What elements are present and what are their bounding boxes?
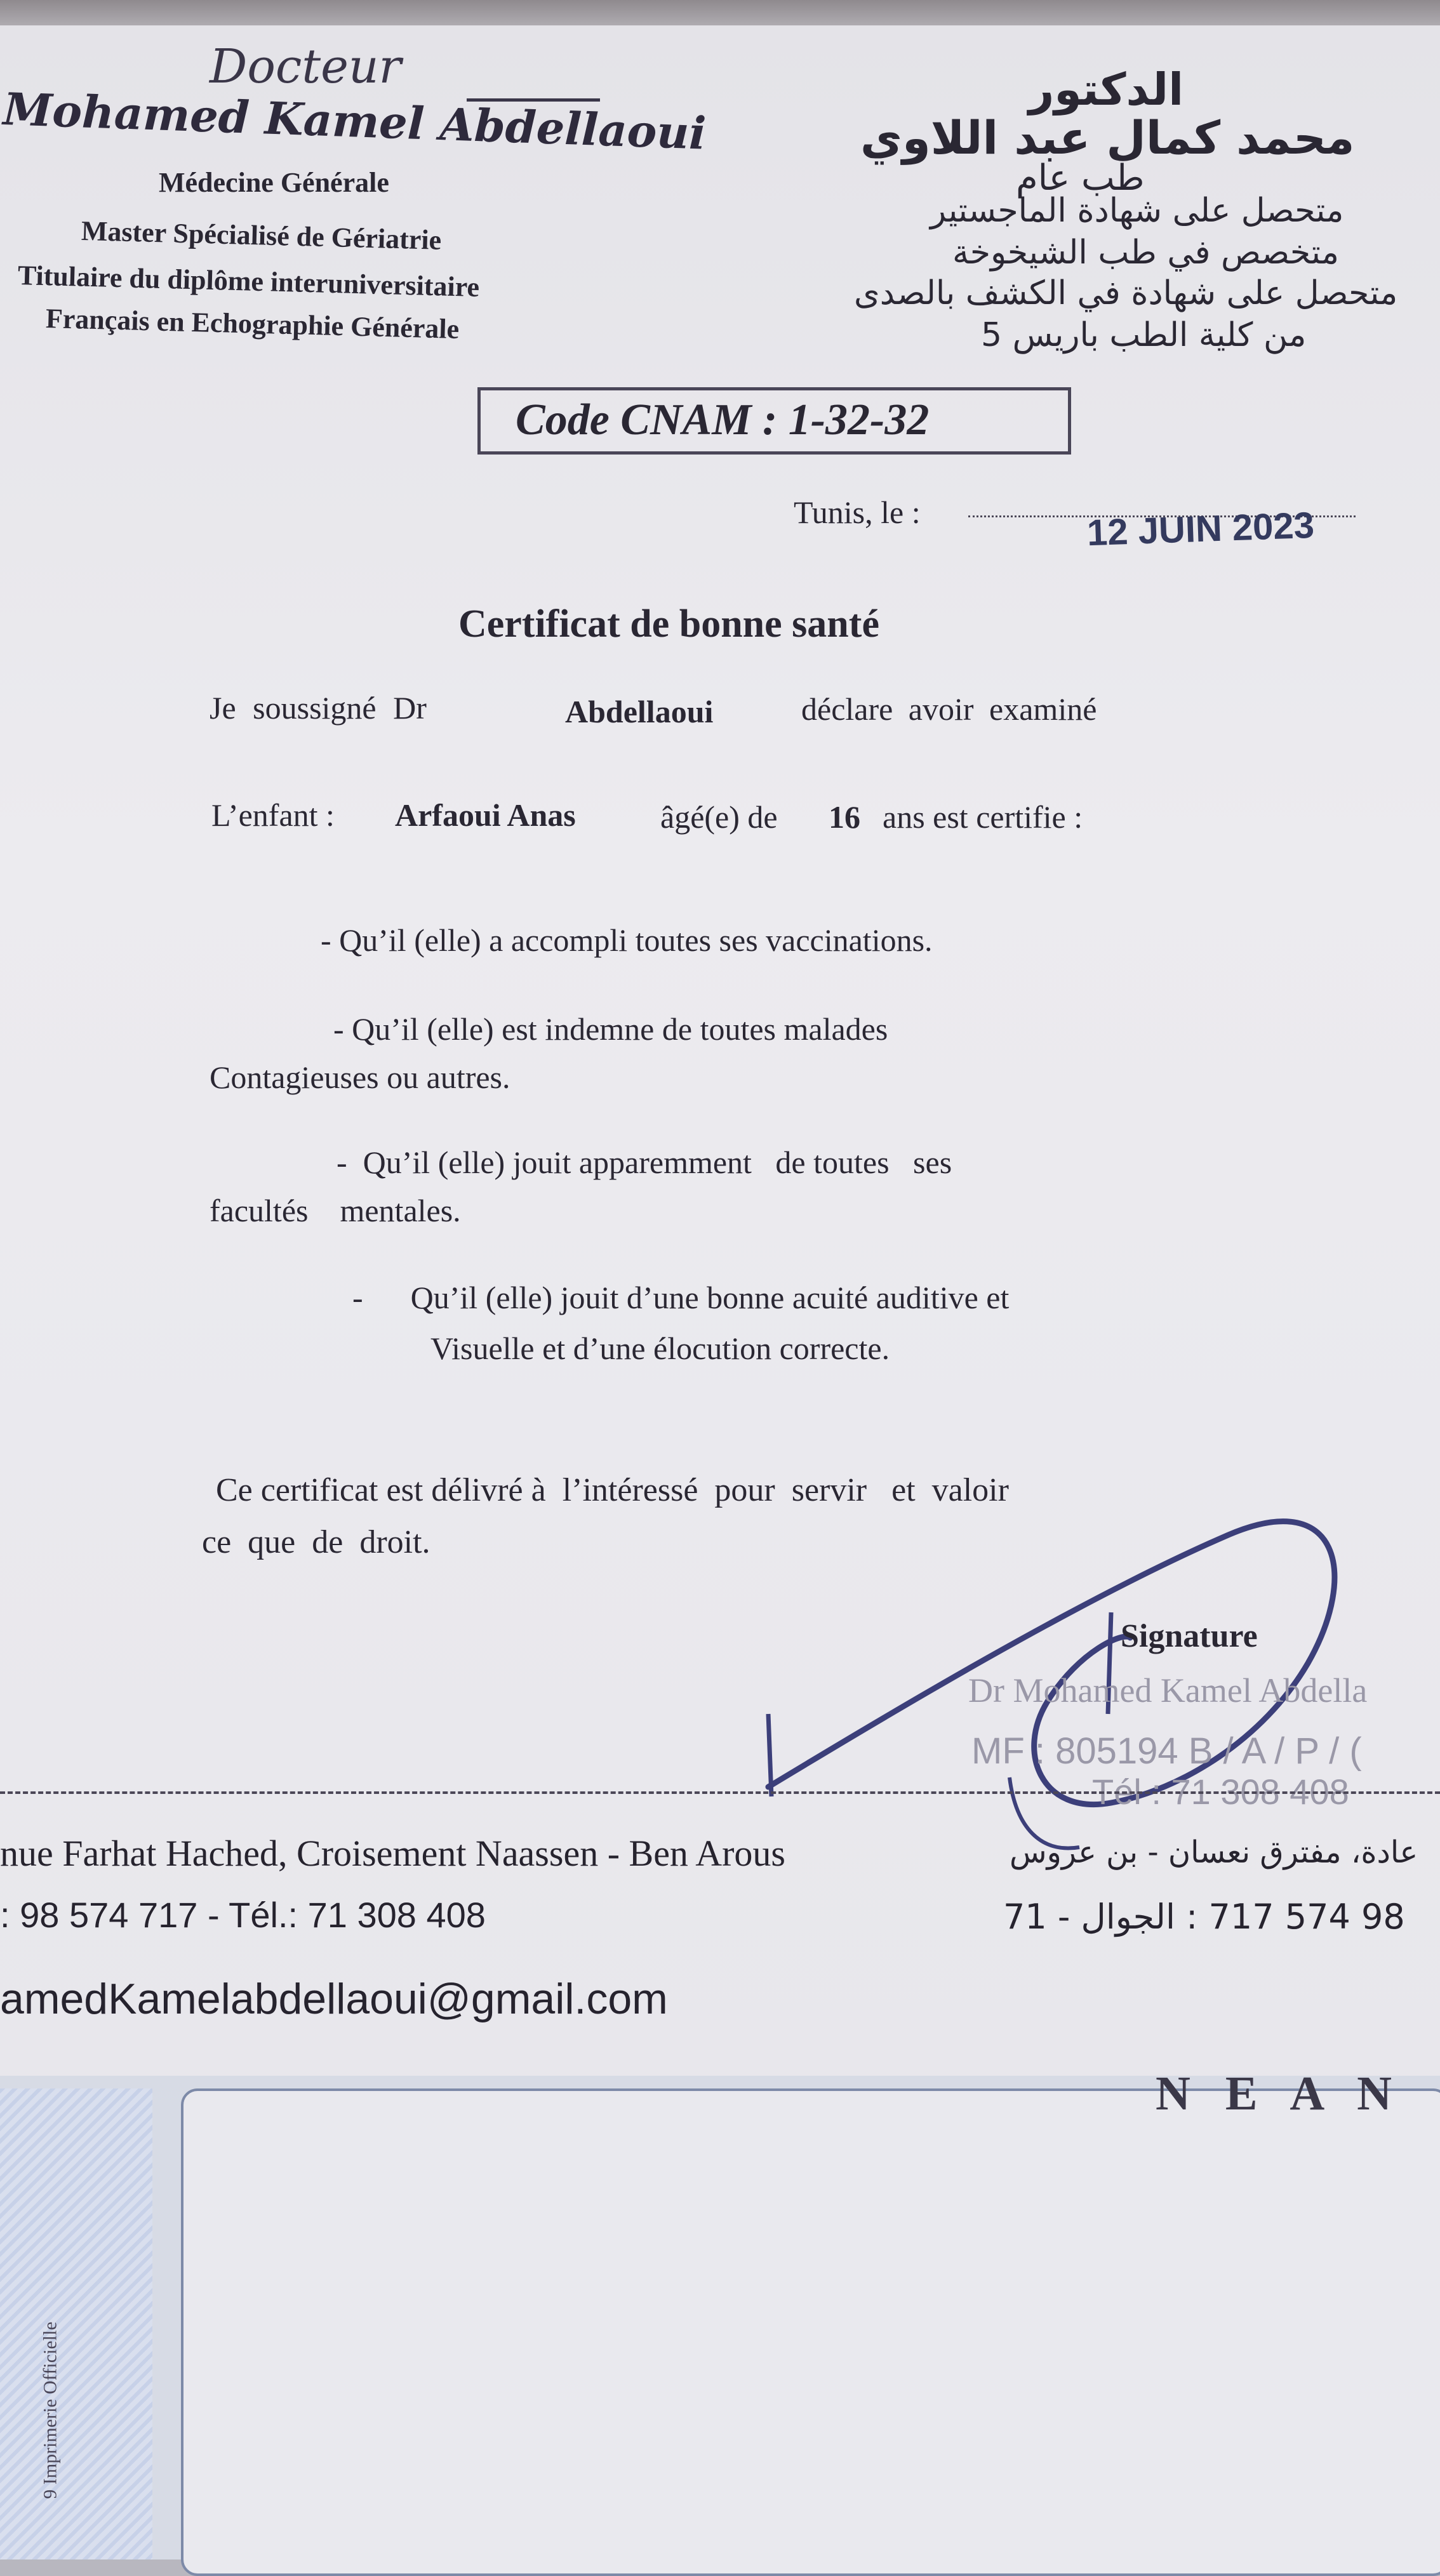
stamp-line-2: MF : 805194 B / A / P / (: [971, 1730, 1362, 1772]
date-stamp: 12 JUIN 2023: [1086, 504, 1315, 554]
footer-divider: [0, 1791, 1440, 1794]
item-2-line-1: - Qu’il (elle) est indemne de toutes malades: [333, 1011, 888, 1047]
certificate-title: Certificat de bonne santé: [458, 602, 879, 646]
stamp-line-3: Tél : 71 308 408: [1092, 1772, 1349, 1812]
item-4-line-2: Visuelle et d’une élocution correcte.: [430, 1331, 890, 1366]
child-age-prefix: âgé(e) de: [660, 799, 778, 835]
header-ar-title: الدكتور: [1029, 63, 1184, 116]
closing-line-1: Ce certificat est délivré à l’intéressé pour servir et valoir: [216, 1472, 1009, 1508]
footer-phones-fr: : 98 574 717 - Tél.: 71 308 408: [0, 1895, 486, 1935]
item-3-line-2: facultés mentales.: [210, 1193, 461, 1228]
item-4-line-1: - Qu’il (elle) jouit d’une bonne acuité auditive et: [352, 1280, 1010, 1315]
header-ar-line-2: متخصص في طب الشيخوخة: [952, 234, 1339, 272]
header-ar-line-4: من كلية الطب باريس 5: [981, 316, 1307, 354]
item-3-line-1: - Qu’il (elle) jouit apparemment de toutes ses: [337, 1145, 952, 1180]
declaration-prefix: Je soussigné Dr: [210, 690, 427, 726]
stamp-line-1: Dr Mohamed Kamel Abdella: [968, 1671, 1368, 1710]
header-ar-name: محمد كمال عبد اللاوي: [860, 111, 1355, 164]
form-vertical-text: 9 Imprimerie Officielle: [39, 2321, 61, 2499]
code-cnam-text: Code CNAM : 1-32-32: [516, 395, 930, 444]
header-line-3: Titulaire du diplôme interuniversitaire: [17, 260, 480, 303]
bottom-form-box: [181, 2088, 1440, 2576]
child-age: 16: [829, 799, 860, 835]
form-top-right-text: N E A N: [1156, 2067, 1403, 2120]
footer-phones-ar: 98 574 717 : الجوال - 71: [1003, 1897, 1405, 1937]
child-prefix: L’enfant :: [211, 797, 335, 833]
guilloche-pattern: [0, 2088, 152, 2559]
header-ar-line-1: متحصل على شهادة الماجستير: [930, 192, 1344, 230]
header-ar-line-3: متحصل على شهادة في الكشف بالصدى: [854, 274, 1398, 312]
docteur-script: Docteur: [210, 39, 401, 94]
item-1-line-1: - Qu’il (elle) a accompli toutes ses vaccinations.: [321, 922, 933, 958]
header-line-2: Master Spécialisé de Gériatrie: [81, 215, 442, 256]
declaration-name: Abdellaoui: [565, 694, 714, 729]
date-label: Tunis, le :: [794, 495, 921, 530]
declaration-suffix: déclare avoir examiné: [801, 691, 1097, 727]
footer-email: amedKamelabdellaoui@gmail.com: [0, 1975, 668, 2023]
footer-address-ar: عادة، مفترق نعسان - بن عروس: [1010, 1835, 1418, 1870]
footer-address-fr: nue Farhat Hached, Croisement Naassen - Ben Arous: [0, 1833, 786, 1874]
header-line-1: Médecine Générale: [159, 167, 389, 198]
item-2-line-2: Contagieuses ou autres.: [210, 1059, 510, 1095]
child-age-suffix: ans est certifie :: [883, 799, 1083, 835]
child-name: Arfaoui Anas: [395, 797, 576, 833]
header-line-4: Français en Echographie Générale: [45, 303, 460, 345]
header-ar-subtitle: طب عام: [1016, 157, 1145, 199]
doctor-name-script: Mohamed Kamel Abdellaoui: [2, 83, 707, 160]
closing-line-2: ce que de droit.: [202, 1524, 430, 1560]
signature-label: Signature: [1121, 1618, 1258, 1654]
